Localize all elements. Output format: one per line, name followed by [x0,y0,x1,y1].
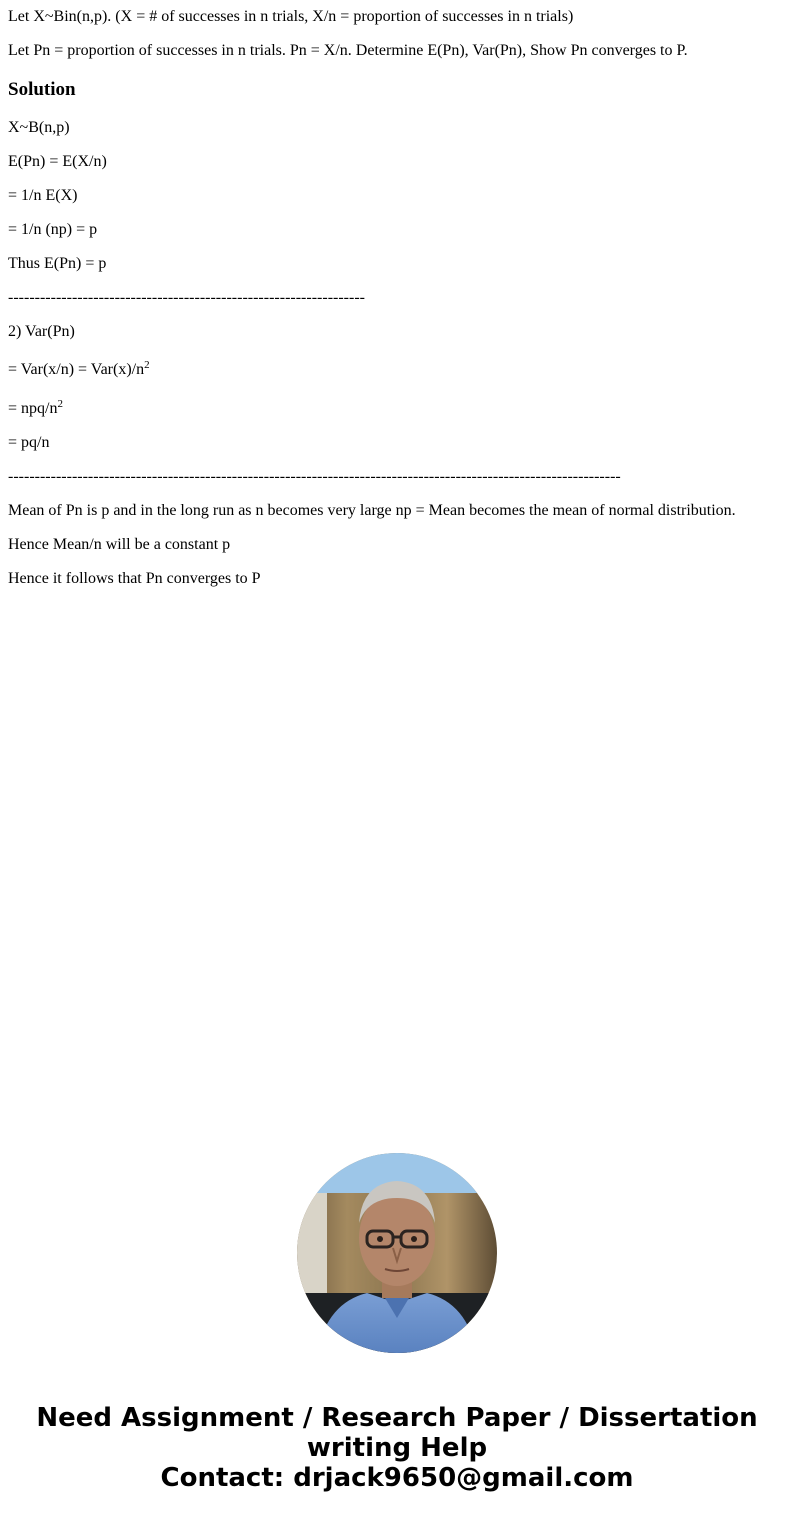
variance-line-2-text: = npq/n [8,400,58,417]
divider-2: ------------------------------------------------------------------------------------------------------------------- [8,468,621,485]
conclusion-line-2: Hence Mean/n will be a constant p [8,536,231,553]
variance-line-1 [8,360,150,381]
step-1: X~B(n,p) [8,119,70,136]
variance-title: 2) Var(Pn) [8,323,75,340]
step-2: E(Pn) = E(X/n) [8,153,107,170]
question-line-2: Let Pn = proportion of successes in n trials. Pn = X/n. Determine E(Pn), Var(Pn), Show Pn converges to P. [8,42,688,59]
step-3: = 1/n E(X) [8,187,78,204]
conclusion-line-1: Mean of Pn is p and in the long run as n becomes very large np = Mean becomes the mean of normal distribution. [8,502,736,519]
conclusion-line-3: Hence it follows that Pn converges to P [8,570,261,587]
step-4: = 1/n (np) = p [8,221,98,238]
variance-line-2-exponent: 2 [57,398,63,410]
variance-line-1-exponent: 2 [144,359,150,371]
footer-contact: Contact: drjack9650@gmail.com [160,1463,634,1493]
footer-banner [0,1403,794,1493]
footer-line-1: Need Assignment / Research Paper / Dissertation [36,1403,758,1433]
person-portrait-icon [297,1153,497,1353]
variance-line-2 [8,399,63,420]
variance-line-1-text: = Var(x/n) = Var(x)/n [8,361,145,378]
avatar [297,1153,497,1353]
footer-line-2: writing Help [306,1433,488,1463]
variance-line-3: = pq/n [8,434,50,451]
divider-1: ------------------------------------------------------------------- [8,289,365,306]
question-line-1: Let X~Bin(n,p). (X = # of successes in n trials, X/n = proportion of successes in n trials) [8,8,574,25]
step-5: Thus E(Pn) = p [8,255,107,272]
solution-heading: Solution [8,79,76,100]
